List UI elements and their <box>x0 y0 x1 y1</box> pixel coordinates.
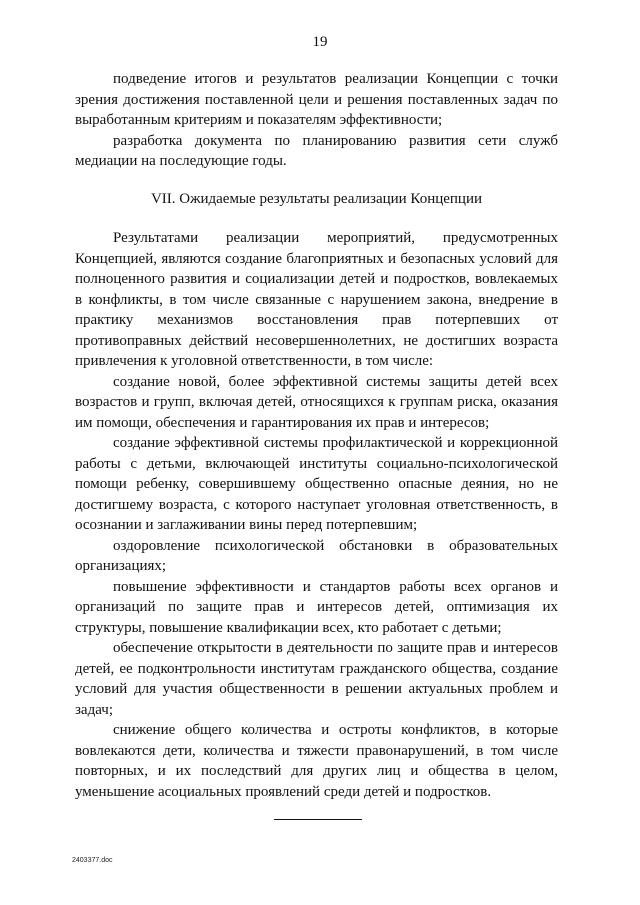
document-footer-code: 2403377.doc <box>72 857 113 864</box>
end-divider <box>274 819 362 820</box>
section-text-block <box>75 228 558 802</box>
paragraph: создание новой, более эффективной системы защиты детей всех возрастов и групп, включая детей, относящихся к группам риска, оказания им помощи, обеспечения и гарантирования их прав и интересов; <box>75 373 558 431</box>
paragraph: разработка документа по планированию развития сети служб медиации на последующие годы. <box>75 132 558 169</box>
paragraph: обеспечение открытости в деятельности по защите прав и интересов детей, ее подконтрольности институтам гражданского общества, создание условий для участия общественности в решении актуальных проблем и задач; <box>75 640 558 718</box>
paragraph: оздоровление психологической обстановки в образовательных организациях; <box>75 537 558 574</box>
paragraph: снижение общего количества и остроты конфликтов, в которые вовлекаются дети, количества и тяжести правонарушений, в том числе повторных, и их последствий для других лиц и общества в целом, уменьшение асоциальных проявлений среди детей и подростков. <box>75 722 558 800</box>
page-number: 19 <box>312 34 328 50</box>
intro-text-block <box>75 69 558 172</box>
paragraph: создание эффективной системы профилактической и коррекционной работы с детьми, включающей институты социально-психологической помощи ребенку, совершившему общественно опасные деяния, но не достигшему возраста, с которого наступает уголовная ответственность, в осознании и заглаживании вины перед потерпевшим; <box>75 435 558 533</box>
paragraph: подведение итогов и результатов реализации Концепции с точки зрения достижения поставленной цели и решения поставленных задач по выработанным критериям и показателям эффективности; <box>75 71 558 128</box>
paragraph: повышение эффективности и стандартов работы всех органов и организаций по защите прав и интересов детей, оптимизация их структуры, повышение квалификации всех, кто работает с детьми; <box>75 578 558 636</box>
paragraph: Результатами реализации мероприятий, предусмотренных Концепцией, являются создание благоприятных и безопасных условий для полноценного развития и социализации детей и подростков, вовлекаемых в конфликты, в том числе связанные с нарушением закона, внедрение в практику механизмов восстановления прав потерпевших от противоправных действий несовершеннолетних, не достигших возраста привлечения к уголовной ответственности, в том числе: <box>75 230 558 369</box>
section-heading: VII. Ожидаемые результаты реализации Концепции <box>150 191 483 207</box>
